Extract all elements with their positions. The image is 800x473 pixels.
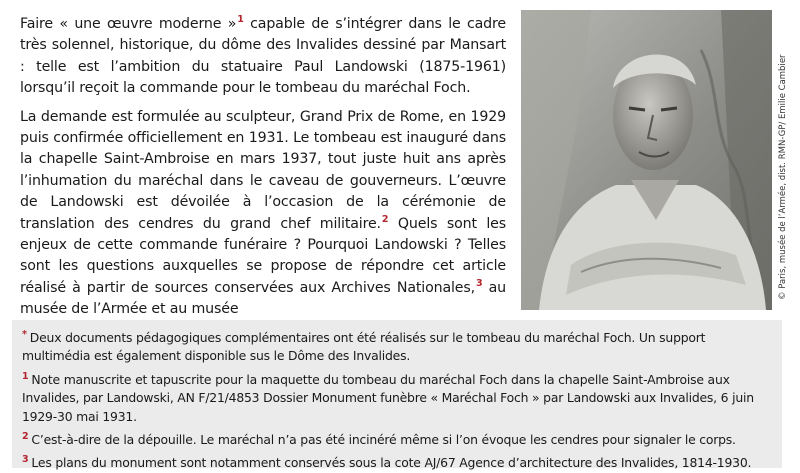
footnote-text: Deux documents pédagogiques complémentaires ont été réalisés sur le tombeau du maréchal Foch. Un support multimédia est également disponible sus le Dôme des Invalides.: [22, 330, 706, 364]
footnote-ref-1[interactable]: 1: [237, 14, 244, 26]
footnote-mark: 1: [22, 370, 29, 382]
paragraph-text: Faire « une œuvre moderne »: [20, 16, 237, 32]
photo-credit-text: © Paris, musée de l’Armée, dist. RMN-GP/ Emilie Cambier: [778, 54, 788, 300]
footnotes-box: [12, 320, 782, 471]
footnote-mark: 3: [22, 454, 29, 466]
photo-credit: [774, 10, 792, 310]
footnote-text: Note manuscrite et tapuscrite pour la maquette du tombeau du maréchal Foch dans la chapelle Saint-Ambroise aux Invalides, par Landowski, AN F/21/4853 Dossier Monument funèbre « Maréchal Foch » par Landowski aux Invalides, 6 juin 1929-30 mai 1931.: [22, 371, 754, 424]
footnote-item: [22, 371, 772, 426]
footnote-mark: 2: [22, 430, 29, 442]
footnote-mark: *: [22, 328, 27, 340]
footnote-ref-2[interactable]: 2: [381, 213, 389, 225]
footnote-item: [22, 329, 772, 366]
footnote-item: [22, 431, 772, 449]
paragraph-text: capable de s’intégrer dans le cadre très solennel, historique, du dôme des Invalides dessiné par Mansart : telle est l’ambition du statuaire Paul Landowski (1875-1961) lorsqu’il reçoit la commande pour le tombeau du maréchal Foch.: [20, 16, 506, 97]
paragraph-text: Quels sont les enjeux de cette commande funéraire ? Pourquoi Landowski ? Telles sont les questions auxquelles se propose de répondre cet article réalisé à partir de sources conservées aux Archives Nationales,: [20, 215, 506, 296]
article-paragraph-2: [20, 107, 506, 321]
footnote-text: C’est-à-dire de la dépouille. Le maréchal n’a pas été incinéré même si l’on évoque les cendres pour signaler le corps.: [31, 432, 736, 448]
portrait-photo: [521, 10, 772, 310]
article-body: [20, 14, 506, 321]
article-paragraph-1: [20, 14, 506, 100]
footnote-ref-3[interactable]: 3: [475, 278, 483, 290]
portrait-photo-illustration: [521, 10, 772, 310]
paragraph-text: La demande est formulée au sculpteur, Grand Prix de Rome, en 1929 puis confirmée officiellement en 1931. Le tombeau est inauguré dans la chapelle Saint-Ambroise en mars 1937, tout juste huit ans après l’inhumation du maréchal dans le caveau de gouverneurs. L’œuvre de Landowski est dévoilée à l’occasion de la cérémonie de translation des cendres du grand chef militaire.: [20, 108, 506, 232]
footnote-item: [22, 454, 772, 472]
footnote-text: Les plans du monument sont notamment conservés sous la cote AJ/67 Agence d’architecture des Invalides, 1814-1930.: [31, 455, 752, 471]
paragraph-text: au musée de l’Armée et au musée: [20, 279, 507, 318]
